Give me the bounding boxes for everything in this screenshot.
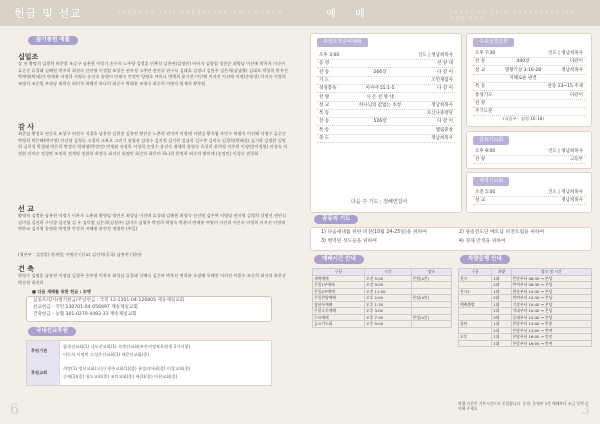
table-cell: 본당(4층) <box>411 314 451 321</box>
table-cell: 3대 <box>492 314 511 321</box>
program-item: 찬 양 <box>475 100 486 106</box>
program-item: 통성기도 <box>475 92 493 98</box>
support-org-text-2: 이동희 이정민 고성은선교회(1) 새문안교회(종) <box>63 352 150 357</box>
support-church-text: 희망(1) 정선교회(고동) 광주교회(1)(종) 쥬빌리아네(종) 이창교회(종) <box>63 366 191 371</box>
program-detail: 열왕기상 3:16-28 <box>504 67 542 73</box>
program-leader: 고등부 <box>569 157 583 163</box>
thanks-names: 최준임 황정호 권순호 조성구 허정구 지경호 남홍현 김현진 김홍련 황선순 노춘희 권덕여 이정애 서원일 황옥엽 주민수 허영욱 이선혜 이영수 류순순 박영희 박은혜(박미영) 안선영 김정숙 고경희 고복호 고진기 권영권 김명수 김지원 김기현 김남희 김구봉 김미숙 김경희(박혜경) 김기하 김정환 김명희 김희성 박경태 박은희 박정숙 박재영(박정란) 변재분 서정희 서정희 손정수 송선숙 정애희 양영숙 육창희 윤희정 이주현 이정민(이정원) 이정숙 이정한 이차순 정경란 조정희 정재영 정한희 최정숙 최지선 최정민 최순덕 최은미 하나희 한정희 허순희 황미애 (송정민) 이경숙 권창화 <box>18 131 288 156</box>
program-row <box>317 127 455 135</box>
table-cell: 반여부터 08:30 → 본당 <box>511 282 591 289</box>
program-item: 특 송 <box>319 127 330 133</box>
prayer-pill: 공동의 기도 <box>314 215 358 224</box>
table-cell: 오전 11:00 <box>364 288 411 295</box>
account-box <box>26 296 272 322</box>
program-item: 오후 7:30 <box>475 51 496 56</box>
program-leader: 찬 양 대 <box>437 61 453 67</box>
wednesday-title: 수요성경공부 <box>473 38 514 47</box>
column-header: 차량 <box>492 269 511 276</box>
notice-line <box>32 289 91 296</box>
column-header: 시간 <box>364 269 411 276</box>
program-leader: 정남희목사 <box>431 102 453 108</box>
wednesday-box <box>466 33 592 127</box>
program-leader: 인도 | 정남희목사 <box>548 51 583 56</box>
right-header <box>300 0 600 26</box>
program-detail: 266장 <box>373 69 387 75</box>
table-cell: 본당부터 13:00 → 반송 <box>511 321 591 328</box>
table-cell: 반송부터 08:30 → 본당 <box>511 275 591 282</box>
right-church-name: JAESONG JEIL PRESBYTERIAN CHURCH <box>450 10 577 22</box>
right-page <box>300 0 600 424</box>
tithe-names: 강 천 황명희 김광희 허준종 조승구 남홍현 이성기 손수옥 노주향 김정훈 민복희 김홍련(김정민) 아이자 김향업 정한순 최병남 이선애 박옥자 이순이 류순순 류경태 김혜원 박주희 최정숙 안선영 이정업 조성은 권옥정 고주연 권연식 관구식 김태호 김정나 김민주 김은희(김남출) 김태오 박성희 박옥진 박재영(박태순) 변재분 서정희 서영숙 송선숙 송뎅이 안재숙 안정민 양영호 여미나 변행희 윤기한 이인해 이지선 이선애 이정(손영경) 이지숙 이정희 조명자 조순열 조영남 최희숙 최미자 최해진 하나희 최순구 박태윤 조영숙 최순희 이명자 원재희 황무원 <box>18 61 288 86</box>
vehicle-table <box>458 268 592 347</box>
table-cell: 본당부터 13:00 → 반여 <box>511 327 591 334</box>
column-header: 구분 <box>313 269 365 276</box>
program-item: 찬 송 <box>475 59 486 65</box>
program-leader: 찬송 13~15 주제 <box>547 84 583 90</box>
vehicle-table-wrap <box>458 268 592 347</box>
support-church-label: 후원교회 <box>31 370 48 375</box>
table-cell: 석대부터 10:40 → 본당 <box>511 308 591 315</box>
program-row <box>317 69 455 77</box>
prayer-2: 2) 당송전도단 베트남 비전트립을 위하여 <box>459 230 545 235</box>
table-cell: 2대 <box>492 327 511 334</box>
program-row <box>473 197 585 205</box>
program-leader: 다 같 이 <box>437 86 453 92</box>
support-table <box>26 340 272 386</box>
table-cell: 새벽예배 <box>313 275 365 282</box>
program-detail: 이사야 55:1-5 <box>365 86 395 92</box>
program-detail: 하나님의 값없는 초청 <box>359 102 401 108</box>
schedule-table <box>312 268 452 328</box>
table-cell: 본당부터 16:00 → 반송 <box>511 334 591 341</box>
program-detail: 526장 <box>373 119 387 125</box>
table-cell: 기장부터 10:40 → 본당 <box>511 301 591 308</box>
program-item: 오전 5:00 <box>475 190 496 195</box>
account-mission: 선교헌금 : 국민 130701-04-056997 재송제일교회 <box>33 305 138 310</box>
sunday-worship-title: 주일오후준비예배 <box>317 38 368 47</box>
program-detail: 시 온 찬 양 대 <box>366 94 394 100</box>
prayer-4: 4) 경제 안정을 위하여 <box>459 239 506 244</box>
table-cell: 예배출발 <box>459 301 492 308</box>
program-item: 특 송 <box>475 84 486 90</box>
program-item: 특 송 <box>319 111 330 117</box>
program-row <box>317 94 455 102</box>
account-building: 건축헌금 : 농협 301-0270-4492-31 재송제일교회 <box>33 312 137 317</box>
program-leader: 다같이 <box>569 92 583 98</box>
support-church-label-cell <box>27 363 60 385</box>
program-item: 찬 송 <box>319 119 330 125</box>
program-leader: 다 같 이 <box>437 119 453 125</box>
program-item: 주기도문 <box>475 109 493 115</box>
program-row <box>473 58 585 66</box>
table-cell: 금요기도회 <box>313 321 365 328</box>
program-item: 설 교 <box>475 67 486 73</box>
program-row <box>317 110 455 118</box>
program-row <box>317 85 455 93</box>
table-cell: 청년 <box>459 321 492 328</box>
account-general: 십일조/감사/절기헌금/주일헌금 : 국민 12-1301-04-126805 재송제일교회 <box>33 298 185 303</box>
program-row <box>473 83 585 91</box>
table-cell: 청년부예배 <box>313 301 365 308</box>
program-row <box>317 118 455 126</box>
table-cell: 1대 <box>492 321 511 328</box>
mission-title: 선 교 <box>18 205 34 213</box>
table-cell: 2대 <box>492 282 511 289</box>
program-item: 찬 송 <box>319 69 330 75</box>
program-item: 설 교 <box>475 198 486 204</box>
column-header: 구분 <box>459 269 492 276</box>
table-cell: 오후 <box>459 334 492 341</box>
table-cell: 1대 <box>492 301 511 308</box>
vehicle-pill: 차량운행 안내 <box>460 255 510 264</box>
table-row <box>313 321 452 328</box>
table-row <box>459 340 592 347</box>
table-cell: 2대 <box>492 295 511 302</box>
table-cell: 2대 <box>492 340 511 347</box>
column-header: 장소 <box>411 269 451 276</box>
table-cell: 반송부터 10:30 → 본당 <box>511 288 591 295</box>
program-leader: 정남희목사 <box>431 136 453 141</box>
support-org-text: 함경선교회(1) 나도선교회(1) 로켓선교회(부산지정보육원생 2가지청) <box>63 344 190 349</box>
program-item: 송 영 <box>319 61 330 67</box>
table-cell: 오후 2:00 <box>364 295 411 302</box>
mission-names-extra: (청년부 : 김정훈) 한세열, 이명순 (선교) 김선희(공국) 남홍현 (청년) <box>18 252 142 257</box>
table-cell: 1대 <box>492 275 511 282</box>
building-title: 건 축 <box>18 265 34 273</box>
table-cell: 오전 5:00 <box>364 275 411 282</box>
program-row <box>317 135 455 143</box>
table-cell: 오후 1:30 <box>364 301 411 308</box>
offering-section-pill: 참가봉헌 예물 <box>28 36 78 45</box>
table-cell: 주일2부예배 <box>313 288 365 295</box>
next-week-prayer: 다음 주 기도 : 정혜연집사 <box>351 199 408 205</box>
program-item: 오후 9:00 <box>475 149 496 154</box>
program-detail: 440장 <box>516 59 530 65</box>
left-church-name: JAESONG JEIL PRESBYTERIAN CHURCH <box>118 10 284 16</box>
table-cell: 주일오후예배 <box>313 308 365 315</box>
program-item: 성경봉독 <box>319 86 337 92</box>
program-leader: 정남희목사 <box>561 198 583 204</box>
table-cell: 수요예배 <box>313 314 365 321</box>
program-row <box>317 77 455 85</box>
notice-bullet-icon: ■ <box>32 289 38 294</box>
program-leader: 인도 | 정남희목사 <box>548 190 583 195</box>
program-leader: 정남희목사 <box>561 67 583 73</box>
dawn-box <box>466 172 592 213</box>
program-leader: 인도 | 정남희목사 <box>548 149 583 154</box>
schedule-pill: 예배시간 안내 <box>314 255 364 264</box>
table-cell: 오전 9:00 <box>364 282 411 289</box>
vehicle-footnote: 차량 시간은 기본시간으로 동일합니다. 문의: 운영부 2층 예배보다 조금 일찍 준비해 주세요 <box>458 401 589 411</box>
support-org-label-cell <box>27 341 60 364</box>
support-church-text-2: 순제(1)(종) 청도교회(종) 조덕교회(종) 새(1)(종) 이천교회(종) <box>63 374 178 379</box>
program-item: 찬 양 <box>319 94 330 100</box>
right-page-title: 예 배 <box>326 9 373 20</box>
mission-names: 황명희 김정윤 남홍현 이정기 이옥자 노춘화 황명임 정연진 최성남 이선애 류경태 김혜원 최정숙 안선영 김우여 이영남 권미영 김정희 강명선 권연식 김미림 김선희 구덕향 김선영 김 우 김덕열 김은희(김정주) 김미자 김영주 박정희 박영숙 박윤미 변재분 여영미 이선희 이은숙 이정희 이지선 이정애 박한교 김지영 송영하 박정현 안성희 지혜령 윤현정 정영민 (주일) <box>18 213 287 231</box>
program-row <box>317 60 455 68</box>
tithe-title: 십일조 <box>18 53 39 61</box>
table-cell: 1대 <box>492 288 511 295</box>
program-item: 축 도 <box>319 136 330 141</box>
right-page-number: 3 <box>581 402 590 418</box>
left-page-title: 헌금 및 선교 <box>14 7 82 20</box>
support-org-label: 후원기관 <box>31 348 48 353</box>
friday-title: 금요기도회 <box>473 136 509 145</box>
wednesday-note: (다음주 : 임원 16-18) <box>503 116 545 121</box>
left-header <box>0 0 300 26</box>
schedule-table-wrap <box>312 268 452 328</box>
program-row <box>473 50 585 58</box>
prayer-1: 1) 다음세대를 위한 비전(10월 24-25일)을 위하여 <box>321 230 427 235</box>
table-cell: 2대 <box>492 308 511 315</box>
program-item: 오후 3:00 <box>319 53 340 58</box>
program-row <box>317 52 455 60</box>
table-cell: 본당부터 16:00 → 반여 <box>511 340 591 347</box>
table-cell: 오후 7:30 <box>364 314 411 321</box>
table-cell <box>459 340 492 347</box>
program-row <box>473 108 585 116</box>
program-row <box>473 148 585 156</box>
table-cell: 1대 <box>492 334 511 341</box>
table-cell <box>411 321 451 328</box>
table-cell: 본당(4층) <box>411 295 451 302</box>
program-leader: 다 같 이 <box>437 69 453 75</box>
building-names: 한정수 김명훈 남홍현 이정남 김경주 손주영 이옥자 최성남 류경태 신혜숙 김은아 박옥선 변희분 오정해 오해진 이지선 이종수 조순희 최선희 하은순 박승원 하진희 <box>18 273 287 285</box>
thanks-title: 감 사 <box>18 123 34 131</box>
table-cell: 오후 3:00 <box>364 308 411 315</box>
program-item: 설 교 <box>319 102 330 108</box>
program-item: 찬 양 <box>475 157 486 163</box>
program-row <box>473 92 585 100</box>
program-row <box>473 100 585 108</box>
table-cell: 본당(4층) <box>411 275 451 282</box>
program-leader: 다같이 <box>569 59 583 65</box>
program-row <box>317 102 455 110</box>
table-cell: 동래부터 10:40 → 본당 <box>511 314 591 321</box>
program-detail: 지혜로운 판결 <box>509 75 537 81</box>
table-cell: 주일찬양예배 <box>313 295 365 302</box>
program-leader: 엘림중창 <box>435 127 453 133</box>
program-row <box>473 75 585 83</box>
sunday-worship-box <box>310 33 462 213</box>
table-cell: 주일1부예배 <box>313 282 365 289</box>
domestic-mission-pill: 국내선교후원 <box>28 327 76 336</box>
left-page-number: 6 <box>10 402 19 418</box>
program-row <box>473 156 585 164</box>
program-leader: 조민재집사 <box>431 77 453 83</box>
dawn-title: 새벽기도회 <box>473 177 509 186</box>
table-cell: 전시2 <box>459 288 492 295</box>
table-cell: 전시 <box>459 275 492 282</box>
prayer-box <box>310 227 592 251</box>
program-leader: 호산나중창단 <box>426 111 453 117</box>
table-cell: 오후 9:00 <box>364 321 411 328</box>
friday-box <box>466 131 592 169</box>
program-leader: 인도 | 정남희목사 <box>418 53 453 58</box>
prayer-3: 3) 병역된 성도들을 위하여 <box>321 239 377 244</box>
program-item: 기 도 <box>319 77 330 83</box>
program-row <box>473 189 585 197</box>
column-header: 장소 및 시간 <box>511 269 591 276</box>
table-cell: 반여부터 10:30 → 본당 <box>511 295 591 302</box>
program-row <box>473 67 585 75</box>
notice-text: 다음 세례를 위한 헌금 : 꼬맹 <box>37 289 91 294</box>
